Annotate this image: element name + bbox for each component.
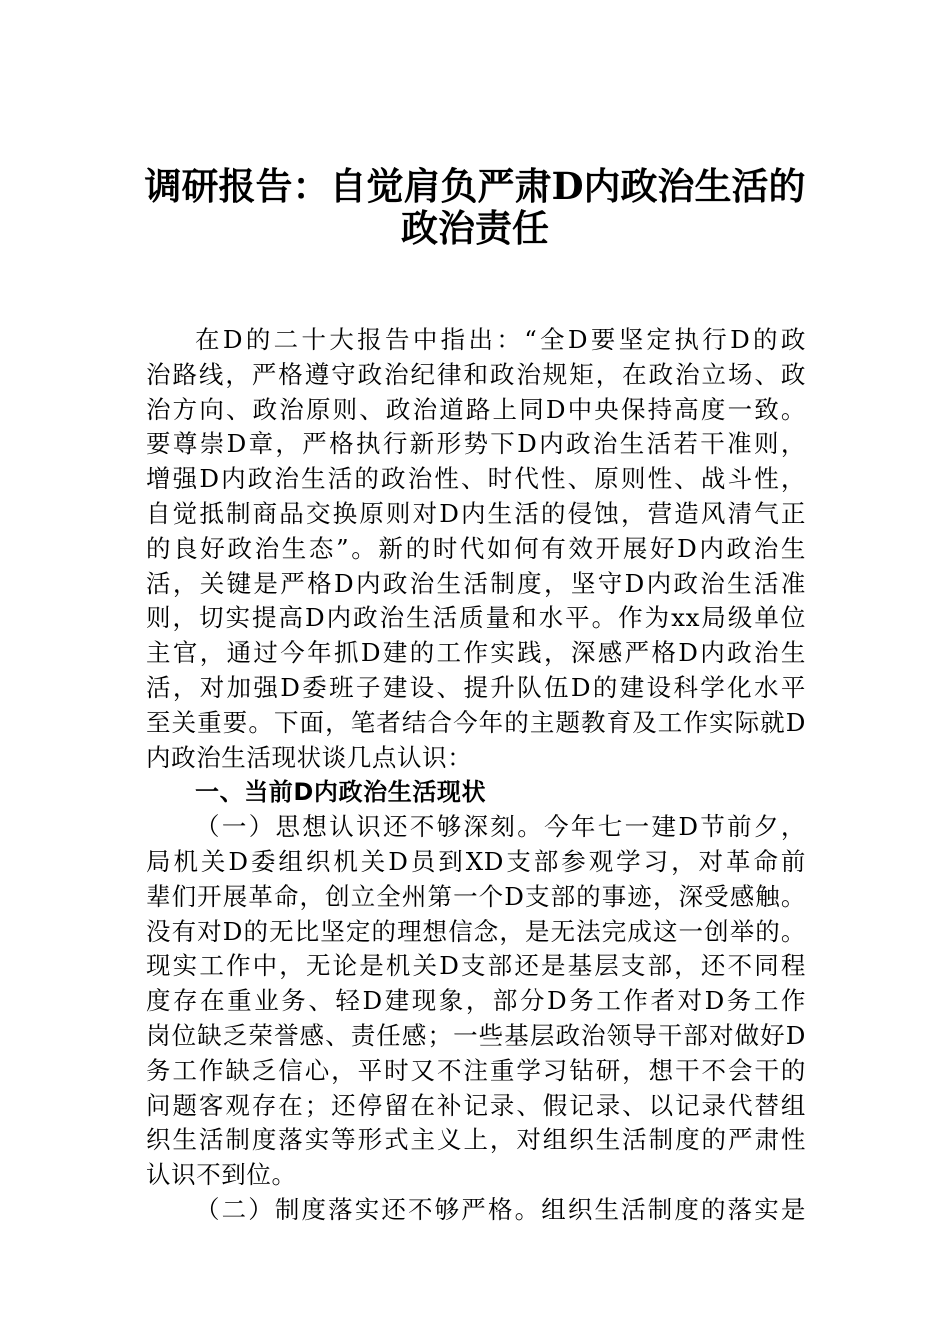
body-line: （二）制度落实还不够严格。组织生活制度的落实是: [195, 1194, 806, 1224]
document-title-line-1: 调研报告：自觉肩负严肃D内政治生活的: [144, 164, 806, 208]
body-line: 认识不到位。: [146, 1160, 297, 1190]
body-line: 没有对D的无比坚定的理想信念，是无法完成这一创举的。: [146, 916, 806, 946]
body-line: 增强D内政治生活的政治性、时代性、原则性、战斗性，: [146, 464, 806, 494]
body-line: 治路线，严格遵守政治纪律和政治规矩，在政治立场、政: [146, 359, 806, 389]
body-line: 主官，通过今年抓D建的工作实践，深感严格D内政治生: [146, 638, 806, 668]
body-line: 现实工作中，无论是机关D支部还是基层支部，还不同程: [146, 951, 806, 981]
body-line: （一）思想认识还不够深刻。今年七一建D节前夕，: [195, 812, 806, 842]
body-line: 内政治生活现状谈几点认识：: [146, 742, 473, 772]
body-line: 度存在重业务、轻D建现象，部分D务工作者对D务工作: [146, 986, 806, 1016]
body-line: 至关重要。下面，笔者结合今年的主题教育及工作实际就D: [146, 707, 806, 737]
body-line: 岗位缺乏荣誉感、责任感；一些基层政治领导干部对做好D: [146, 1020, 806, 1050]
section-heading: 一、当前D内政治生活现状: [195, 778, 487, 807]
body-line: 织生活制度落实等形式主义上，对组织生活制度的严肃性: [146, 1125, 806, 1155]
body-line: 自觉抵制商品交换原则对D内生活的侵蚀，营造风清气正: [146, 498, 806, 528]
body-line: 治方向、政治原则、政治道路上同D中央保持高度一致。: [146, 394, 806, 424]
body-line: 则，切实提高D内政治生活质量和水平。作为xx局级单位: [146, 603, 806, 633]
body-line: 在D的二十大报告中指出：“全D要坚定执行D的政: [195, 325, 806, 354]
body-line: 要尊崇D章，严格执行新形势下D内政治生活若干准则，: [146, 429, 806, 459]
body-line: 活，对加强D委班子建设、提升队伍D的建设科学化水平: [146, 672, 806, 702]
document-body: [146, 323, 806, 1228]
body-line: 的良好政治生态”。新的时代如何有效开展好D内政治生: [146, 533, 806, 563]
body-line: 辈们开展革命，创立全州第一个D支部的事迹，深受感触。: [146, 881, 806, 911]
body-line: 务工作缺乏信心，平时又不注重学习钻研，想干不会干的: [146, 1055, 806, 1085]
document-title-line-2: 政治责任: [401, 206, 549, 250]
body-line: 局机关D委组织机关D员到XD支部参观学习，对革命前: [146, 846, 806, 876]
body-line: 问题客观存在；还停留在补记录、假记录、以记录代替组: [146, 1090, 806, 1120]
body-line: 活，关键是严格D内政治生活制度，坚守D内政治生活准: [146, 568, 806, 598]
